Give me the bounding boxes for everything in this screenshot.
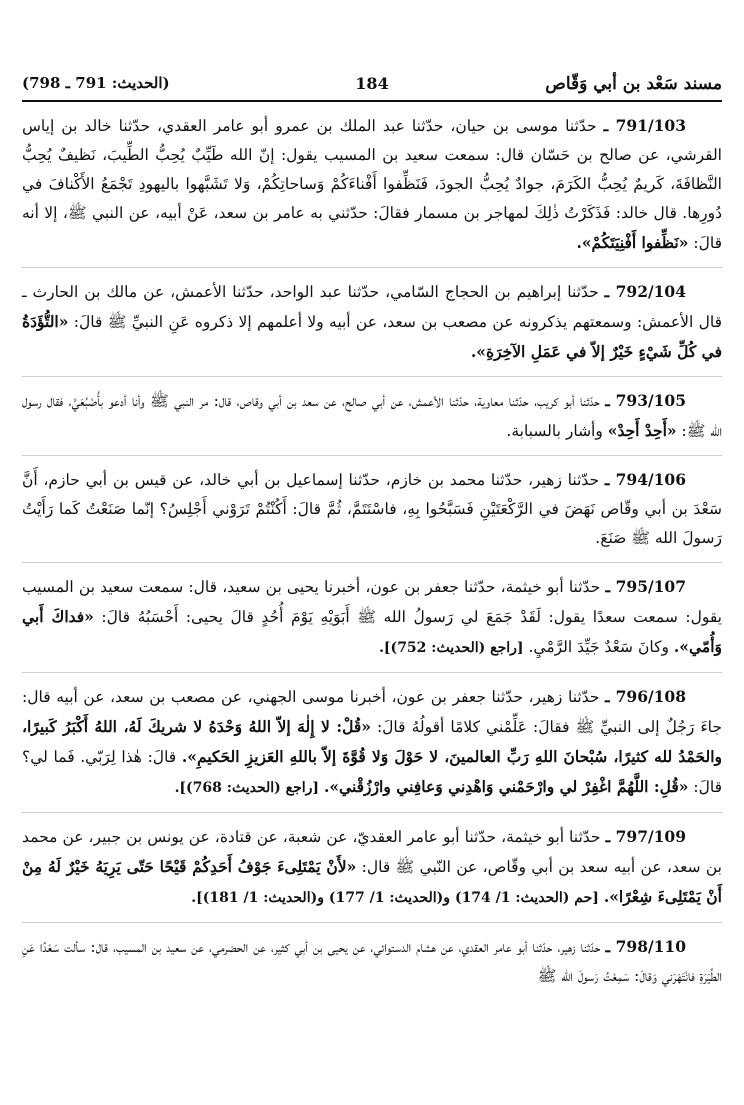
hadith-reference: [حم (الحديث: 1/ 174) و(الحديث: 1/ 177) و(الحديث: 1/ 181)]. [191, 890, 599, 906]
hadith-tail: قالَ: هٰذا لِرَبّي. فَما لي؟ قالَ: [22, 748, 722, 796]
hadith-paragraph [22, 465, 722, 553]
hadith-quote-second: «قُلِ: اللَّهُمَّ اغْفِرْ لي وارْحَمْني وَاهْدِني وَعافِني وارْزُقْني». [323, 777, 689, 796]
hadith-range: (الحديث: 791 ـ 798) [22, 74, 170, 92]
hadith-text: حدّثنا زهير، حدّثنا أبو عامر العقدي، عن هشام الدستوائي، عن يحيى بن أبي كثير، عن الحضرمي، عن سعيد بن المسيب، قال: سألت سَعْدًا عَنِ الطِّيَرَةِ فانْتَهَرَني وَقالَ: سَمِعْتُ رَسولَ الله ﷺ [22, 938, 722, 985]
hadith-795 [22, 563, 722, 673]
page-number: 184 [355, 74, 389, 93]
hadith-text: حدّثنا أبو خيثمة، حدّثنا جعفر بن عون، أخبرنا يحيى بن سعيد، قال: سمعت سعيد بن المسيب يقول: سمعت سعدًا يقول: لَقَدْ جَمَعَ لي رَسولُ الله ﷺ أَبَوَيْهِ يَوْمَ أُحُدٍ قالَ يحيى: أَحْسَبُهُ قالَ: [22, 578, 722, 626]
hadith-tail: وكانَ سَعْدٌ جَيِّدَ الرَّمْيِ. [528, 638, 669, 656]
hadith-paragraph [22, 822, 722, 913]
hadith-text: حدّثنا أبو كريب، حدّثنا معاوية، حدّثنا الأعمش، عن أبي صالح، عن سعد بن أبي وقاص، قال: مر النبي ﷺ وأنا أدعو بأُصْبُعَيَّ، فقال رسول الله ﷺ: [22, 392, 722, 440]
book-title: مسند سَعْد بن أبي وَقّاص [545, 74, 722, 94]
hadith-paragraph [22, 572, 722, 663]
hadith-791 [22, 102, 722, 268]
hadith-paragraph [22, 932, 722, 991]
hadith-paragraph [22, 386, 722, 446]
hadith-number: 796/108 ـ [605, 687, 686, 706]
hadith-quote: «فداكَ أَبي وَأُمّي». [22, 607, 722, 656]
hadith-number: 791/103 ـ [603, 116, 686, 135]
hadith-number: 798/110 ـ [605, 937, 686, 956]
hadith-quote: «لأَنْ يَمْتَلِىءَ جَوْفُ أَحَدِكُمْ قَيْحًا حَتّى يَرِيَهُ خَيْرٌ لَهُ مِنْ أَنْ يَمْتَلِىءَ شِعْرًا». [22, 857, 722, 906]
hadith-797 [22, 813, 722, 923]
hadith-text: حدّثنا موسى بن حيان، حدّثنا عبد الملك بن عمرو أبو عامر العقدي، حدّثنا خالد بن إياس القرشي، عن صالح بن حَسّان قال: سمعت سعيد بن المسيب يقول: إنّ الله طَيِّبٌ يُحِبُّ الطِّيبَ، نَظيفٌ يُحِبُّ النَّظافَةَ، كَريمٌ يُحِبُّ الكَرَمَ، جوادٌ يُحِبُّ الجودَ، فَنَظِّفوا أَفْناءَكُمْ وَساحاتِكُمْ، وَلا تَشَبَّهوا باليهودِ تَجْمَعُ الأَكْنافَ في دُورِها. قال خالد: فَذَكَرْتُ ذٰلِكَ لمهاجر بن مسمار فقالَ: حدّثني به عامر بن سعد، عَنْ أبيه، عن النبي ﷺ، إلا أنه قالَ: [22, 117, 722, 252]
hadith-quote: «قُلْ: لا إِلٰهَ إلاّ اللهُ وَحْدَهُ لا شريكَ لَهُ، اللهُ أَكْبَرُ كَبيرًا، والحَمْدُ لله كثيرًا، سُبْحانَ اللهِ رَبِّ العالمينَ، لا حَوْلَ وَلا قُوَّةَ إلاّ باللهِ العَزيزِ الحَكيمِ». [22, 717, 722, 766]
hadith-quote: «التُّؤَدَةُ في كُلِّ شَيْءٍ خَيْرٌ إلاّ في عَمَلِ الآخِرَةِ». [22, 312, 722, 361]
hadith-paragraph [22, 682, 722, 803]
hadith-paragraph [22, 277, 722, 367]
running-header [22, 70, 722, 102]
hadith-text: حدّثنا إبراهيم بن الحجاج السّامي، حدّثنا عبد الواحد، حدّثنا الأعمش، عن مالك بن الحارث ـ قال الأعمش: وسمعتهم يذكرونه عن مصعب بن سعد، عن أبيه ولا أعلمهم إلا ذكروه عَنِ النبيِّ ﷺ قالَ: [22, 283, 722, 331]
hadith-793 [22, 377, 722, 456]
hadith-paragraph [22, 111, 722, 258]
hadith-number: 792/104 ـ [604, 282, 686, 301]
hadith-text: حدّثنا أبو خيثمة، حدّثنا أبو عامر العقديّ، عن شعبة، عن قتادة، عن يونس بن جبير، عن محمد بن سعد، عن أبيه سعد بن أبي وقّاص، عن النّبي ﷺ قال: [22, 828, 722, 876]
hadith-reference: [راجع (الحديث: 768)]. [174, 780, 320, 796]
hadith-text: حدّثنا زهير، حدّثنا محمد بن خازم، حدّثنا إسماعيل بن أبي خالد، عن قيس بن أبي حازم، أَنَّ سَعْدَ بن أبي وقّاص نَهَضَ في الرَّكْعَتَيْنِ فَسَبَّحُوا بِهِ، فاسْتَتَمَّ، ثُمَّ قالَ: أَكُنْتُمْ تَرَوْني أَجْلِسُ؟ إنّما صَنَعْتُ كَما رَأَيْتُ رَسولَ الله ﷺ صَنَعَ. [22, 471, 722, 547]
hadith-798 [22, 923, 722, 1000]
hadith-796 [22, 673, 722, 813]
hadith-quote: «أَحِدْ أَحِدْ» [607, 421, 677, 440]
hadith-792 [22, 268, 722, 377]
hadith-reference: [راجع (الحديث: 752)]. [379, 640, 524, 656]
hadith-tail: وأشار بالسبابة. [506, 422, 603, 440]
hadith-text: حدّثنا زهير، حدّثنا جعفر بن عون، أخبرنا موسى الجهني، عن مصعب بن سعد، عن أبيه قال: جاءَ رَجُلٌ إلى النبيِّ ﷺ فقالَ: عَلِّمْني كلامًا أقولُهُ قالَ: [22, 688, 722, 736]
hadith-number: 794/106 ـ [604, 470, 686, 489]
hadith-794 [22, 456, 722, 563]
hadith-number: 793/105 ـ [605, 391, 686, 410]
book-page [22, 70, 722, 1000]
hadith-number: 797/109 ـ [605, 827, 686, 846]
hadith-number: 795/107 ـ [605, 577, 686, 596]
hadith-quote: «نَظِّفوا أَفْنِيَتَكُمْ». [576, 233, 689, 252]
